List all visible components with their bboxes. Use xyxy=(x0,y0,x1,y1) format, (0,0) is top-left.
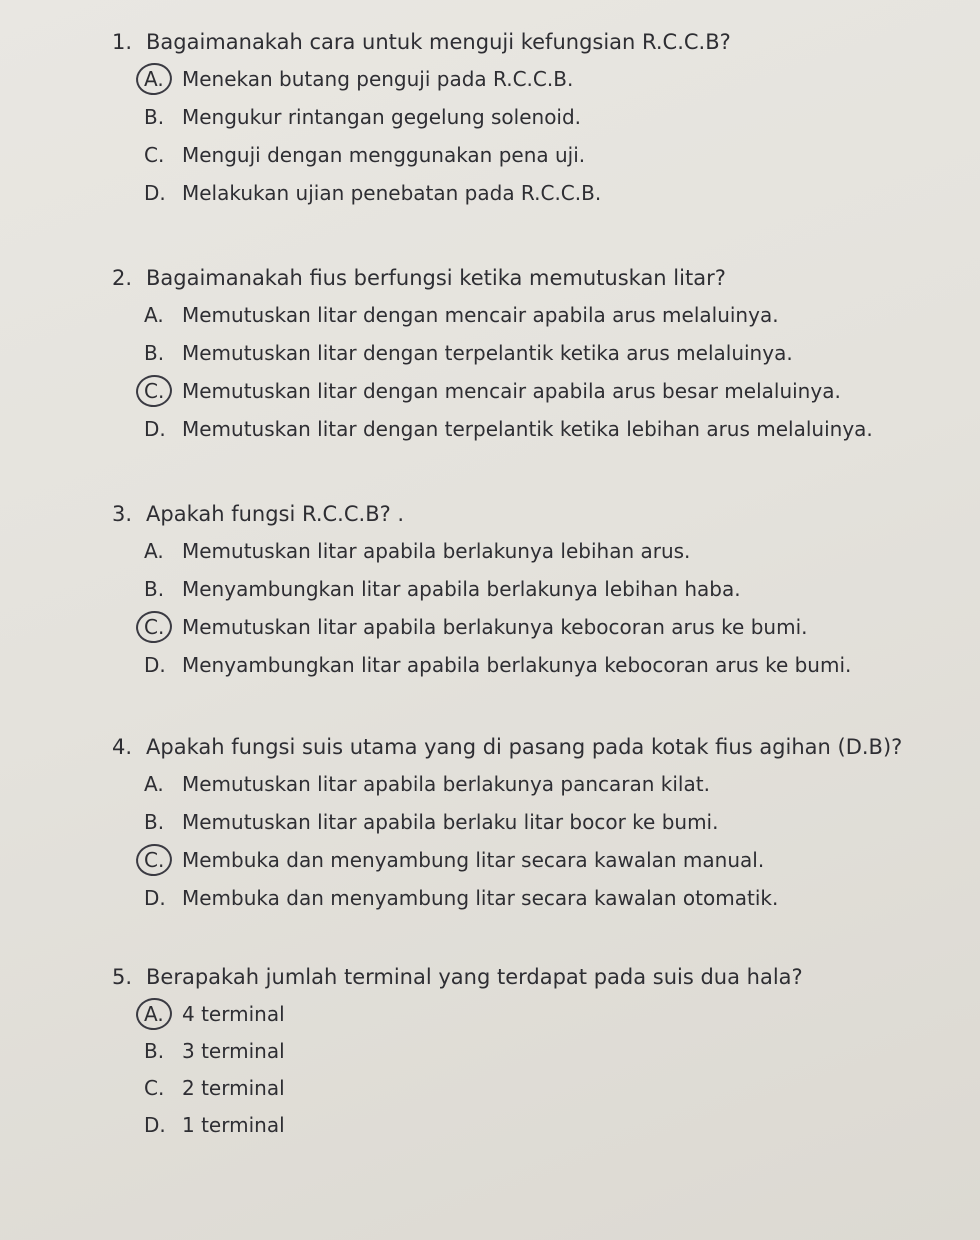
option-letter: D. xyxy=(144,886,166,910)
option-d xyxy=(144,416,952,443)
option-a xyxy=(144,66,952,93)
option-text: Menyambungkan litar apabila berlakunya lebihan haba. xyxy=(182,577,741,601)
option-d xyxy=(144,652,952,679)
option-c xyxy=(144,378,952,405)
option-a xyxy=(144,538,952,565)
question-number: 4. xyxy=(112,735,133,759)
option-b xyxy=(144,104,952,131)
option-text: Melakukan ujian penebatan pada R.C.C.B. xyxy=(182,181,602,205)
question-stem xyxy=(112,28,952,56)
option-letter: D. xyxy=(144,417,166,441)
option-list xyxy=(144,302,952,443)
option-text: Memutuskan litar apabila berlakunya lebihan arus. xyxy=(182,539,691,563)
option-text: Memutuskan litar apabila berlakunya pancaran kilat. xyxy=(182,772,710,796)
question-number: 5. xyxy=(112,965,133,989)
option-b xyxy=(144,340,952,367)
option-d xyxy=(144,180,952,207)
question-3 xyxy=(112,500,952,690)
option-text: 3 terminal xyxy=(182,1039,285,1063)
option-letter: B. xyxy=(144,1039,165,1063)
option-letter: B. xyxy=(144,105,165,129)
option-list xyxy=(144,538,952,679)
question-stem xyxy=(112,500,952,528)
question-text: Berapakah jumlah terminal yang terdapat pada suis dua hala? xyxy=(146,965,803,989)
option-text: 4 terminal xyxy=(182,1002,285,1026)
question-5 xyxy=(112,963,952,1149)
option-text: Mengukur rintangan gegelung solenoid. xyxy=(182,105,582,129)
question-4 xyxy=(112,733,952,923)
option-text: Memutuskan litar dengan mencair apabila arus besar melaluinya. xyxy=(182,379,841,403)
option-a xyxy=(144,302,952,329)
question-2 xyxy=(112,264,952,454)
option-letter: A. xyxy=(144,539,164,563)
option-letter: D. xyxy=(144,653,166,677)
question-text: Bagaimanakah cara untuk menguji kefungsian R.C.C.B? xyxy=(146,30,731,54)
option-letter: B. xyxy=(144,577,165,601)
question-text: Bagaimanakah fius berfungsi ketika memutuskan litar? xyxy=(146,266,726,290)
option-c xyxy=(144,614,952,641)
option-b xyxy=(144,1038,952,1065)
option-list xyxy=(144,771,952,912)
option-letter: B. xyxy=(144,810,165,834)
option-c xyxy=(144,847,952,874)
option-text: Memutuskan litar dengan terpelantik ketika lebihan arus melaluinya. xyxy=(182,417,873,441)
question-stem xyxy=(112,264,952,292)
option-text: Memutuskan litar dengan mencair apabila arus melaluinya. xyxy=(182,303,779,327)
option-letter: D. xyxy=(144,1113,166,1137)
option-text: 1 terminal xyxy=(182,1113,285,1137)
option-letter: D. xyxy=(144,181,166,205)
option-letter: C. xyxy=(144,143,165,167)
option-letter: A. xyxy=(144,303,164,327)
option-letter: C. xyxy=(144,1076,165,1100)
question-number: 3. xyxy=(112,502,133,526)
question-number: 1. xyxy=(112,30,133,54)
option-text: Menekan butang penguji pada R.C.C.B. xyxy=(182,67,574,91)
question-text: Apakah fungsi R.C.C.B? . xyxy=(146,502,405,526)
option-text: Memutuskan litar apabila berlakunya kebocoran arus ke bumi. xyxy=(182,615,808,639)
option-letter-circled: C. xyxy=(144,614,182,641)
option-a xyxy=(144,1001,952,1028)
option-text: Memutuskan litar dengan terpelantik ketika arus melaluinya. xyxy=(182,341,793,365)
question-1 xyxy=(112,28,952,218)
option-d xyxy=(144,1112,952,1139)
question-stem xyxy=(112,963,952,991)
option-list xyxy=(144,66,952,207)
option-d xyxy=(144,885,952,912)
question-stem xyxy=(112,733,952,761)
option-a xyxy=(144,771,952,798)
option-text: Memutuskan litar apabila berlaku litar bocor ke bumi. xyxy=(182,810,719,834)
option-letter-circled: C. xyxy=(144,847,182,874)
question-text: Apakah fungsi suis utama yang di pasang pada kotak fius agihan (D.B)? xyxy=(146,735,903,759)
option-letter: B. xyxy=(144,341,165,365)
option-list xyxy=(144,1001,952,1139)
option-letter-circled: A. xyxy=(144,66,182,93)
option-c xyxy=(144,142,952,169)
option-text: Membuka dan menyambung litar secara kawalan manual. xyxy=(182,848,765,872)
option-text: Membuka dan menyambung litar secara kawalan otomatik. xyxy=(182,886,779,910)
option-text: Menguji dengan menggunakan pena uji. xyxy=(182,143,586,167)
option-letter-circled: A. xyxy=(144,1001,182,1028)
option-text: 2 terminal xyxy=(182,1076,285,1100)
option-text: Menyambungkan litar apabila berlakunya kebocoran arus ke bumi. xyxy=(182,653,852,677)
option-b xyxy=(144,576,952,603)
question-number: 2. xyxy=(112,266,133,290)
option-c xyxy=(144,1075,952,1102)
option-b xyxy=(144,809,952,836)
option-letter-circled: C. xyxy=(144,378,182,405)
option-letter: A. xyxy=(144,772,164,796)
